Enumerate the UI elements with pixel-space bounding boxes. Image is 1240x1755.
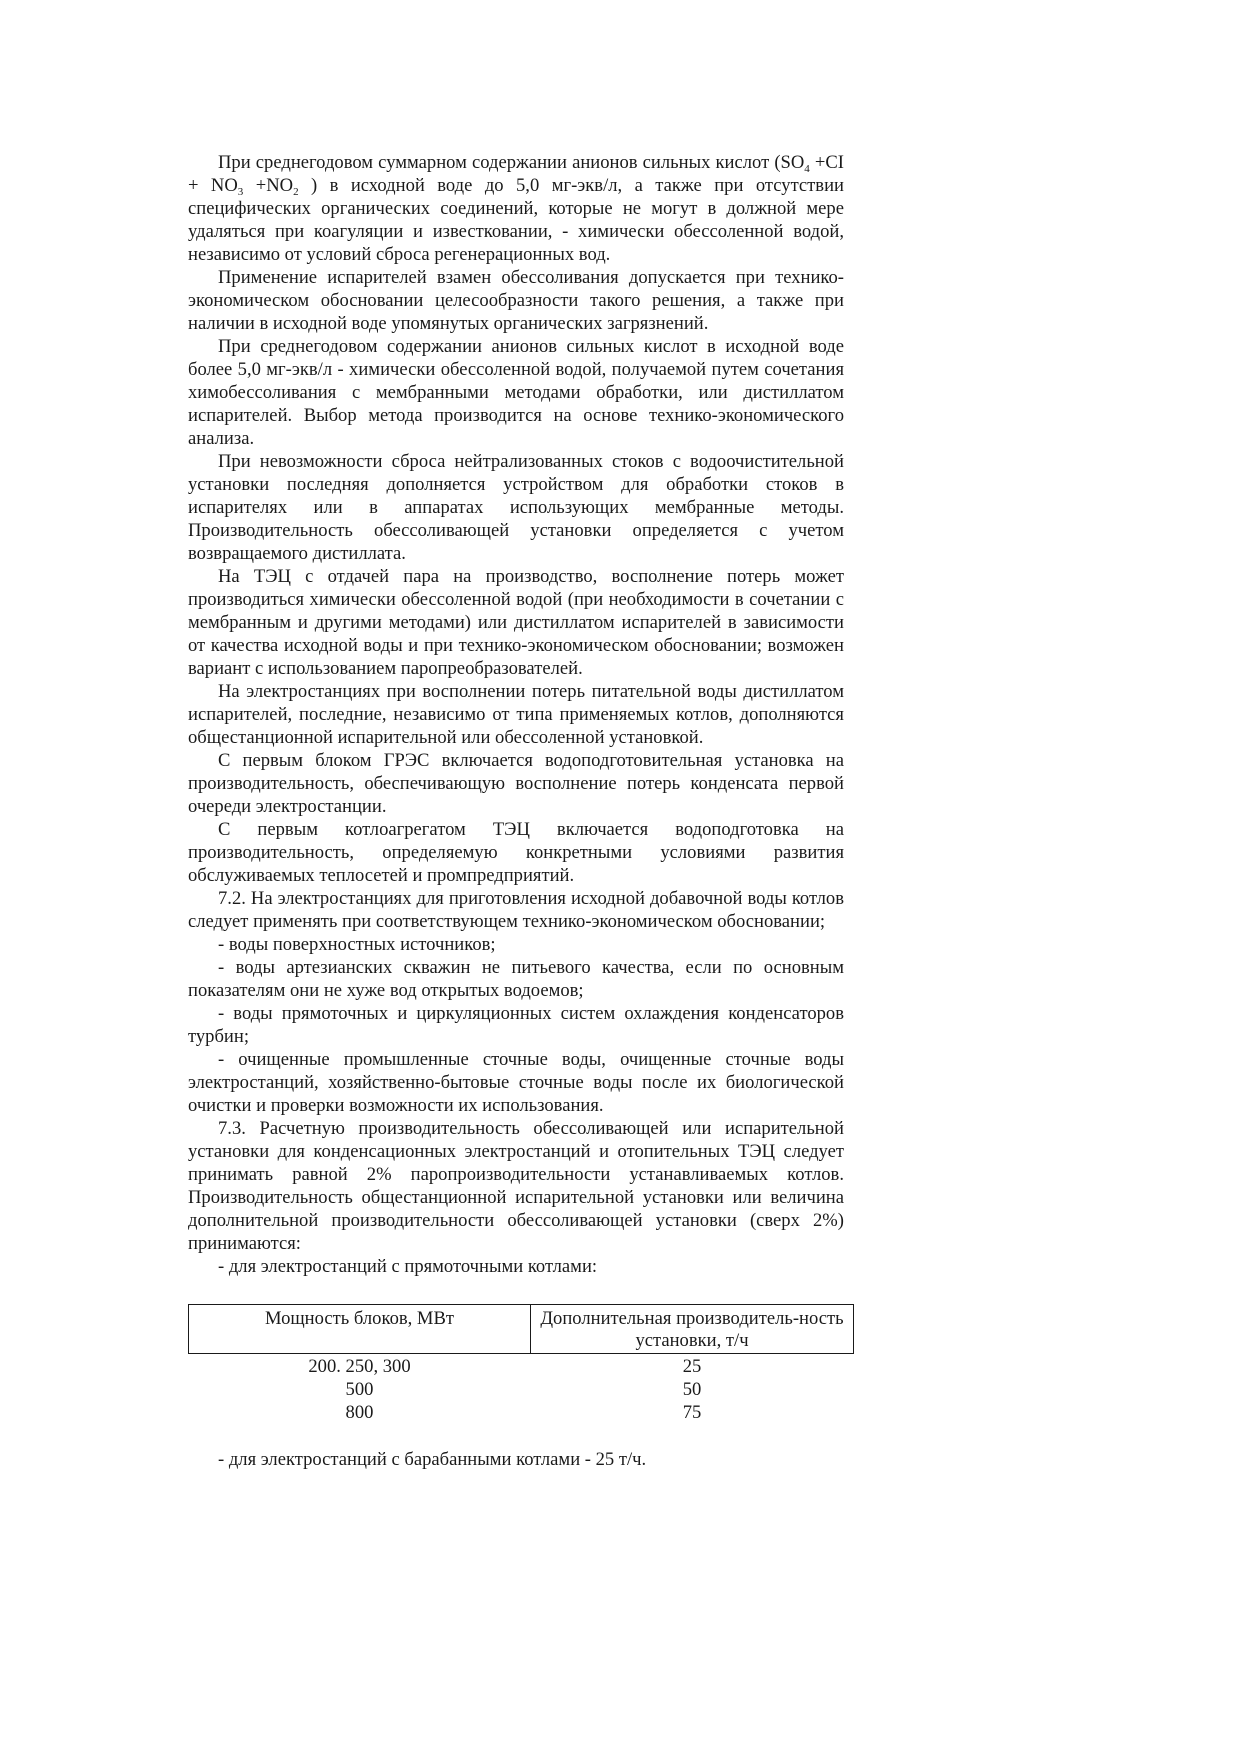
table-row	[189, 1378, 854, 1401]
paragraph-first-block: С первым блоком ГРЭС включается водоподготовительная установка на производительность, обеспечивающую восполнение потерь конденсата первой очереди электростанции.	[188, 750, 844, 817]
paragraph-first-boiler: С первым котлоагрегатом ТЭЦ включается водоподготовка на производительность, определяемую конкретными условиями развития обслуживаемых теплосетей и промпредприятий.	[188, 819, 844, 886]
table-row	[189, 1354, 854, 1379]
table-header-extra-capacity: Дополнительная производитель-ность установки, т/ч	[531, 1305, 854, 1354]
paragraph-drum-boilers: - для электростанций с барабанными котлами - 25 т/ч.	[218, 1449, 647, 1470]
paragraph-once-through: - для электростанций с прямоточными котлами:	[218, 1256, 598, 1277]
paragraph-evaporators: Применение испарителей взамен обессоливания допускается при технико-экономическом обосновании целесообразности такого решения, а также при наличии в исходной воде упомянутых органических загрязнений.	[188, 267, 844, 334]
paragraph-strong-acid-anions: При среднегодовом суммарном содержании анионов сильных кислот ($SO_4 +CI + NO_3 +NO_2$ ) в исходной воде до 5,0 мг-экв/л, а также при отсутствии специфических органических соединений, которые не могут в должной мере удаляться при коагуляции и известковании, - химически обессоленной водой, независимо от условий сброса регенерационных вод.	[188, 152, 844, 265]
paragraph-chp-steam: На ТЭЦ с отдачей пара на производство, восполнение потерь может производиться химически обессоленной водой (при необходимости в сочетании с мембранным и другими методами) или дистиллатом испарителей в зависимости от качества исходной воды и при технико-экономическом обосновании; возможен вариант с использованием паропреобразователей.	[188, 566, 844, 679]
list-item-cooling-water: - воды прямоточных и циркуляционных систем охлаждения конденсаторов турбин;	[188, 1003, 844, 1047]
paragraph-effluent: При невозможности сброса нейтрализованных стоков с водоочистительной установки последняя дополняется устройством для обработки стоков в испарителях или в аппаратах использующих мембранные методы. Производительность обессоливающей установки определяется с учетом возвращаемого дистиллата.	[188, 451, 844, 564]
list-item-waste-water: - очищенные промышленные сточные воды, очищенные сточные воды электростанций, хозяйственно-бытовые сточные воды после их биологической очистки и проверки возможности их использования.	[188, 1049, 844, 1116]
table-cell: 200. 250, 300	[308, 1355, 411, 1377]
list-item-artesian-water: - воды артезианских скважин не питьевого качества, если по основным показателям они не хуже вод открытых водоемов;	[188, 957, 844, 1001]
table-header-block-power: Мощность блоков, МВт	[189, 1305, 531, 1354]
paragraph-above-5: При среднегодовом содержании анионов сильных кислот в исходной воде более 5,0 мг-экв/л - химически обессоленной водой, получаемой путем сочетания химобессоливания с мембранными методами обработки, или дистиллатом испарителей. Выбор метода производится на основе технико-экономического анализа.	[188, 336, 844, 449]
table-header-row	[189, 1305, 854, 1354]
document-page	[188, 151, 844, 1471]
paragraph-distillate: На электростанциях при восполнении потерь питательной воды дистиллатом испарителей, последние, независимо от типа применяемых котлов, дополняются общестанционной испарительной или обессоленной установкой.	[188, 681, 844, 748]
table-row	[189, 1401, 854, 1424]
paragraph-section-7-3: 7.3. Расчетную производительность обессоливающей или испарительной установки для конденсационных электростанций и отопительных ТЭЦ следует принимать равной 2% паропроизводительности устанавливаемых котлов. Производительность общестанционной испарительной установки или величина дополнительной производительности обессоливающей установки (сверх 2%) принимаются:	[188, 1118, 844, 1254]
table-cell: 75	[682, 1401, 702, 1423]
table-cell: 25	[682, 1355, 702, 1377]
paragraph-section-7-2: 7.2. На электростанциях для приготовления исходной добавочной воды котлов следует применять при соответствующем технико-экономическом обосновании;	[188, 888, 844, 932]
list-item-surface-water: - воды поверхностных источников;	[218, 934, 496, 955]
table-cell: 800	[345, 1401, 374, 1423]
table-cell: 500	[345, 1378, 374, 1400]
table-cell: 50	[682, 1378, 702, 1400]
capacity-table	[188, 1304, 854, 1424]
